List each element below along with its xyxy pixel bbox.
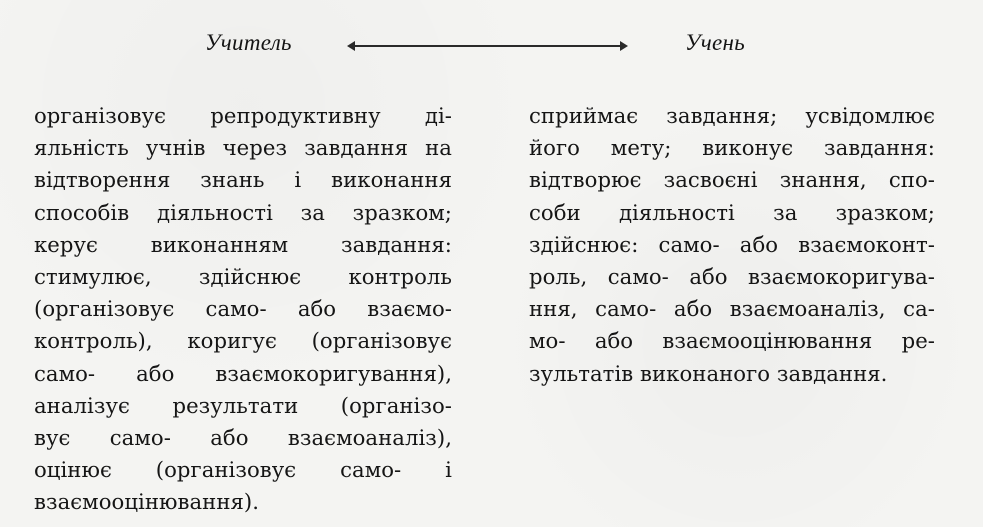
teacher-line: аналізує результати (організо-	[34, 392, 452, 418]
teacher-line: способів діяльності за зразком;	[34, 199, 452, 225]
teacher-line: (організовує само- або взаємо-	[34, 296, 452, 322]
teacher-line: керує виконанням завдання:	[34, 231, 452, 257]
student-line: його мету; виконує завдання:	[529, 135, 935, 161]
student-line: зультатів виконаного завдання.	[529, 360, 888, 386]
teacher-line: відтворення знань і виконання	[34, 167, 452, 193]
teacher-line: контроль), коригує (організовує	[34, 328, 452, 354]
bidirectional-arrow-icon	[355, 45, 620, 47]
student-line: здійснює: само- або взаємоконт-	[529, 231, 935, 257]
teacher-line: оцінює (організовує само- і	[34, 457, 452, 483]
teacher-line: взаємооцінювання).	[34, 489, 260, 515]
student-line: відтворює засвоєні знання, спо-	[529, 167, 935, 193]
student-line: сприймає завдання; усвідомлює	[529, 103, 935, 128]
teacher-line: вує само- або взаємоаналіз),	[34, 425, 452, 451]
teacher-line: стимулює, здійснює контроль	[34, 264, 452, 290]
student-line: роль, само- або взаємокоригува-	[529, 264, 935, 290]
teacher-line: яльність учнів через завдання на	[34, 135, 452, 161]
student-heading: Учень	[685, 30, 746, 55]
student-column	[529, 100, 935, 390]
teacher-line: організовує репродуктивну ді-	[34, 103, 452, 128]
student-line: мо- або взаємооцінювання ре-	[529, 328, 935, 354]
student-line: ння, само- або взаємоаналіз, са-	[529, 296, 935, 322]
teacher-heading: Учитель	[205, 30, 292, 55]
teacher-line: само- або взаємокоригування),	[34, 360, 452, 386]
teacher-column	[34, 100, 452, 519]
student-line: соби діяльності за зразком;	[529, 199, 935, 225]
header-row	[0, 30, 983, 64]
